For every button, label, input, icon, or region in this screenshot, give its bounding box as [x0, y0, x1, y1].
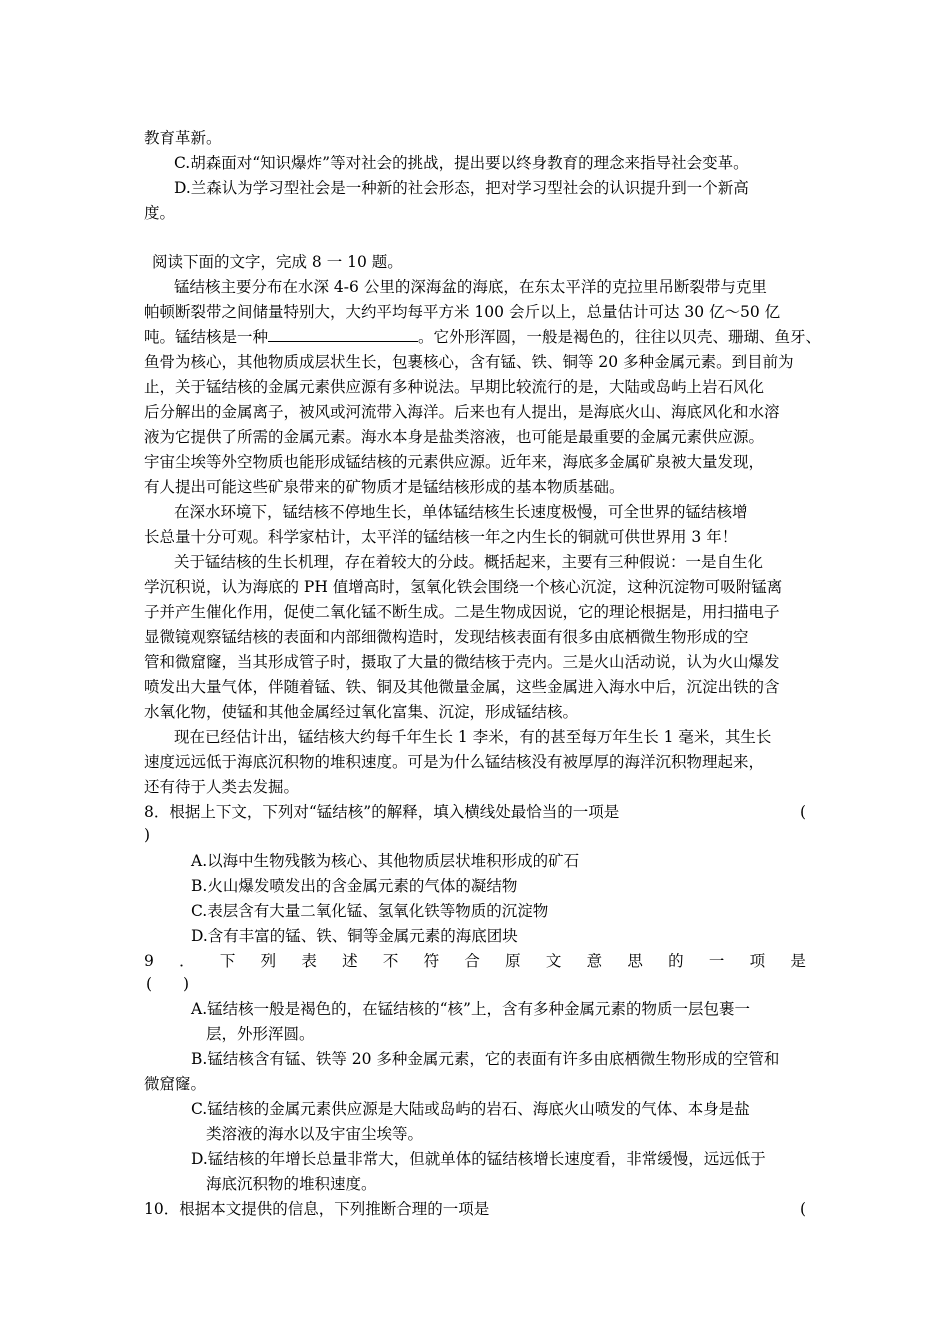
- prev-option-d-line1: D.兰森认为学习型社会是一种新的社会形态，把对学习型社会的认识提升到一个新高: [174, 179, 749, 197]
- passage-p3-line: 显微镜观察锰结核的表面和内部细微构造时，发现结核表面有很多由底栖微生物形成的空: [144, 628, 749, 646]
- prev-line: 教育革新。: [144, 129, 222, 147]
- question-9-option-c-line2: 类溶液的海水以及宇宙尘埃等。: [206, 1125, 424, 1143]
- question-9-stem: 9 ． 下 列 表 述 不 符 合 原 文 意 思 的 一 项 是: [144, 952, 806, 970]
- question-9-option-d-line1: D.锰结核的年增长总量非常大，但就单体的锰结核增长速度看，非常缓慢，远远低于: [191, 1150, 766, 1168]
- question-9-option-b-line1: B.锰结核含有锰、铁等 20 多种金属元素，它的表面有许多由底栖微生物形成的空管和: [191, 1050, 780, 1068]
- passage-p3-line: 学沉积说，认为海底的 PH 值增高时，氢氧化铁会围绕一个核心沉淀，这种沉淀物可吸附锰离: [144, 578, 783, 596]
- question-9-option-d-line2: 海底沉积物的堆积速度。: [206, 1175, 377, 1193]
- passage-p1-line: 止，关于锰结核的金属元素供应源有多种说法。早期比较流行的是，大陆或岛屿上岩石风化: [144, 378, 765, 396]
- passage-p1-line: [144, 325, 821, 349]
- question-9-paren: ( ): [146, 975, 190, 993]
- question-9-option-c-line1: C.锰结核的金属元素供应源是大陆或岛屿的岩石、海底火山喷发的气体、本身是盐: [191, 1100, 750, 1118]
- question-8-option-a: A.以海中生物残骸为核心、其他物质层状堆积形成的矿石: [191, 852, 580, 870]
- passage-p1-line: 锰结核主要分布在水深 4-6 公里的深海盆的海底，在东太平洋的克拉里吊断裂带与克里: [174, 278, 767, 296]
- question-8-option-b: B.火山爆发喷发出的含金属元素的气体的凝结物: [191, 877, 518, 895]
- question-8-option-c: C.表层含有大量二氧化锰、氢氧化铁等物质的沉淀物: [191, 902, 549, 920]
- question-9-option-a-line2: 层，外形浑圆。: [206, 1025, 315, 1043]
- passage-p1-line: 液为它提供了所需的金属元素。海水本身是盐类溶液，也可能是最重要的金属元素供应源。: [144, 428, 765, 446]
- passage-p1-line: 宇宙尘埃等外空物质也能形成锰结核的元素供应源。近年来，海底多金属矿泉被大量发现，: [144, 453, 765, 471]
- question-8-option-d: D.含有丰富的锰、铁、铜等金属元素的海底团块: [191, 927, 518, 945]
- passage-p3-line: 关于锰结核的生长机理，存在着较大的分歧。概括起来，主要有三种假说：一是自生化: [174, 553, 764, 571]
- passage-p1-line: 帕顿断裂带之间储量特别大，大约平均每平方米 100 会斤以上，总量估计可达 30 亿～50 亿: [144, 303, 781, 321]
- passage-p4-line: 还有待于人类去发掘。: [144, 778, 300, 796]
- passage-p4-line: 现在已经估计出，锰结核大约每千年生长 1 李米，有的甚至每万年生长 1 毫米，其生长: [174, 728, 772, 746]
- question-9-option-b-line2: 微窟窿。: [144, 1075, 207, 1093]
- question-9-option-a-line1: A.锰结核一般是褐色的，在锰结核的“核”上，含有多种金属元素的物质一层包裹一: [191, 1000, 750, 1018]
- fill-blank: [268, 327, 418, 342]
- question-8-paren-close: ): [144, 826, 151, 844]
- passage-p1-line: 有人提出可能这些矿泉带来的矿物质才是锰结核形成的基本物质基础。: [144, 478, 625, 496]
- passage-p3-line: 子并产生催化作用，促使二氧化锰不断生成。二是生物成因说，它的理论根据是，用扫描电子: [144, 603, 780, 621]
- passage-p2-line: 长总量十分可观。科学家枯计，太平洋的锰结核一年之内生长的铜就可供世界用 3 年！: [144, 528, 738, 546]
- prev-option-d-line2: 度。: [144, 204, 176, 222]
- reading-instruction: 阅读下面的文字，完成 8 一 10 题。: [152, 253, 403, 271]
- passage-p1-line-start: 吨。锰结核是一种: [144, 328, 269, 346]
- question-10-paren-open: (: [800, 1200, 807, 1218]
- passage-p1-line: 鱼骨为核心，其他物质成层状生长，包裹核心，含有锰、铁、铜等 20 多种金属元素。到目前为: [144, 353, 794, 371]
- passage-p3-line: 水氧化物，使锰和其他金属经过氧化富集、沉淀，形成锰结核。: [144, 703, 579, 721]
- prev-option-c: C.胡森面对“知识爆炸”等对社会的挑战，提出要以终身教育的理念来指导社会变革。: [174, 154, 749, 172]
- passage-p3-line: 管和微窟窿，当其形成管子时，摄取了大量的微结核于壳内。三是火山活动说，认为火山爆发: [144, 653, 780, 671]
- question-8-stem: 8．根据上下文，下列对“锰结核”的解释，填入横线处最恰当的一项是: [144, 803, 620, 821]
- question-10-stem: 10．根据本文提供的信息，下列推断合理的一项是: [144, 1200, 490, 1218]
- passage-p1-line-end: 。它外形浑圆，一般是褐色的，往往以贝壳、珊瑚、鱼牙、: [418, 328, 822, 346]
- passage-p3-line: 喷发出大量气体，伴随着锰、铁、铜及其他微量金属，这些金属进入海水中后，沉淀出铁的含: [144, 678, 780, 696]
- passage-p2-line: 在深水环境下，锰结核不停地生长，单体锰结核生长速度极慢，可全世界的锰结核增: [174, 503, 748, 521]
- passage-p1-line: 后分解出的金属离子，被风或河流带入海洋。后来也有人提出，是海底火山、海底风化和水溶: [144, 403, 780, 421]
- question-8-paren-open: (: [800, 803, 807, 821]
- passage-p4-line: 速度远远低于海底沉积物的堆积速度。可是为什么锰结核没有被厚厚的海洋沉积物理起来，: [144, 753, 765, 771]
